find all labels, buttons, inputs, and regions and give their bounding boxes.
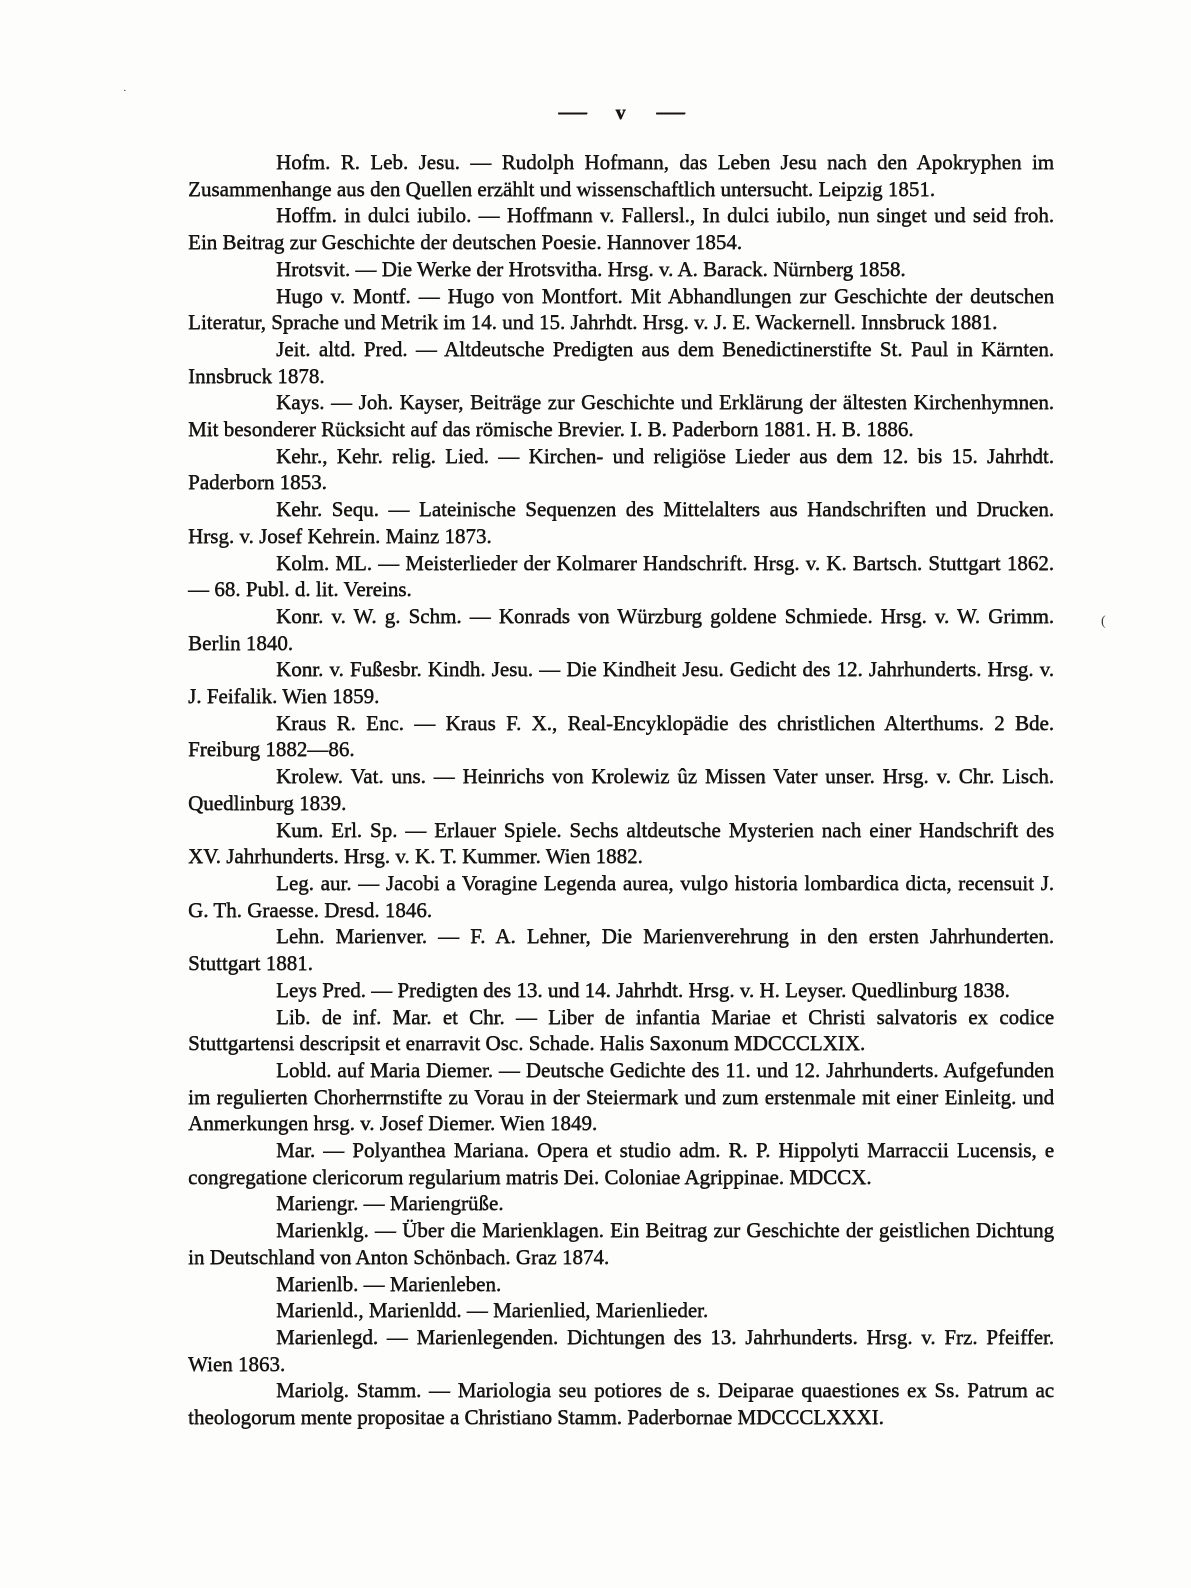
entry-abbreviation: Krolew. Vat. uns. bbox=[276, 764, 426, 789]
entry-description: Erlauer Spiele. Sechs altdeutsche Mysterien nach einer Handschrift des XV. Jahrhunderts. Hrsg. v. K. T. Kummer. Wien 1882. bbox=[188, 817, 1054, 869]
entry-abbreviation: Lobld. auf Maria Diemer. bbox=[276, 1057, 493, 1082]
page-number: v bbox=[615, 102, 627, 124]
entry-abbreviation: Hofm. R. Leb. Jesu. bbox=[276, 150, 460, 174]
entry-description: Konrads von Würzburg goldene Schmiede. Hrsg. v. W. Grimm. Berlin 1840. bbox=[188, 603, 1055, 655]
entry-separator: — bbox=[365, 977, 398, 1002]
entry-description: Hoffmann v. Fallersl., In dulci iubilo, nun singet und seid froh. Ein Beitrag zur Geschichte der deutschen Poesie. Hannover 1854. bbox=[188, 203, 1055, 255]
entry-abbreviation: Jeit. altd. Pred. bbox=[276, 336, 408, 361]
entry-separator: — bbox=[368, 1218, 403, 1243]
entry-description: Marienleben. bbox=[389, 1271, 502, 1296]
entry-description: Polyanthea Mariana. Opera et studio adm. R. P. Hippolyti Marraccii Lucensis, e congregatione clericorum regularium matris Dei. Coloniae Agrippinae. MDCCX. bbox=[188, 1138, 1054, 1189]
bibliography-entry bbox=[188, 870, 1054, 923]
entry-abbreviation: Hugo v. Montf. bbox=[276, 283, 411, 308]
entry-separator: — bbox=[425, 764, 463, 789]
entry-abbreviation: Marienklg. bbox=[276, 1218, 369, 1243]
entry-separator: — bbox=[410, 283, 448, 308]
entry-description: Joh. Kayser, Beiträge zur Geschichte und Erklärung der ältesten Kirchenhymnen. Mit besonderer Rücksicht auf das römische Brevier. I. B. Paderborn 1881. H. B. 1886. bbox=[188, 390, 1054, 442]
entry-separator: — bbox=[407, 336, 444, 361]
bibliography-entry bbox=[188, 1057, 1054, 1137]
entry-abbreviation: Kraus R. Enc. bbox=[276, 710, 404, 735]
entry-separator: — bbox=[421, 1378, 458, 1403]
entry-description: Rudolph Hofmann, das Leben Jesu nach den Apokryphen im Zusammenhange aus den Quellen erzählt und wissenschaftlich untersucht. Leipzig 1851. bbox=[188, 150, 1054, 201]
bibliography-entry bbox=[188, 496, 1054, 549]
entry-abbreviation: Hrotsvit. bbox=[276, 256, 351, 281]
entry-abbreviation: Leys Pred. bbox=[276, 977, 366, 1002]
entry-description: Kraus F. X., Real-Encyklopädie des christlichen Alterthums. 2 Bde. Freiburg 1882—86. bbox=[188, 710, 1054, 762]
entry-description: Die Kindheit Jesu. Gedicht des 12. Jahrhunderts. Hrsg. v. J. Feifalik. Wien 1859. bbox=[188, 657, 1055, 709]
bibliography-list bbox=[188, 149, 1054, 1431]
entry-separator: — bbox=[488, 443, 529, 468]
entry-abbreviation: Marienlb. bbox=[276, 1271, 359, 1296]
page-header bbox=[188, 100, 1054, 125]
entry-description: Liber de infantia Mariae et Christi salvatoris ex codice Stuttgartensi descripsit et enarravit Osc. Schade. Halis Saxonum MDCCCLXIX. bbox=[188, 1004, 1054, 1056]
entry-separator: — bbox=[459, 150, 502, 174]
entry-separator: — bbox=[371, 550, 406, 575]
entry-separator: — bbox=[358, 1271, 390, 1296]
entry-description: Die Werke der Hrotsvitha. Hrsg. v. A. Barack. Nürnberg 1858. bbox=[381, 256, 906, 281]
entry-description: F. A. Lehner, Die Marienverehrung in den ersten Jahrhunderten. Stuttgart 1881. bbox=[188, 924, 1054, 976]
entry-abbreviation: Kolm. ML. bbox=[276, 550, 372, 575]
entry-description: Predigten des 13. und 14. Jahrhdt. Hrsg. v. H. Leyser. Quedlinburg 1838. bbox=[397, 977, 1010, 1002]
entry-separator: — bbox=[492, 1057, 526, 1082]
entry-abbreviation: Lehn. Marienver. bbox=[276, 924, 427, 949]
entry-separator: — bbox=[532, 657, 567, 682]
entry-abbreviation: Kehr. Sequ. bbox=[276, 497, 379, 522]
bibliography-entry bbox=[188, 1004, 1054, 1057]
entry-abbreviation: Kehr., Kehr. relig. Lied. bbox=[276, 443, 489, 468]
entry-separator: — bbox=[397, 817, 435, 842]
entry-separator: — bbox=[378, 1324, 417, 1349]
entry-description: Kirchen- und religiöse Lieder aus dem 12. bis 15. Jahrhdt. Paderborn 1853. bbox=[188, 443, 1054, 495]
bibliography-entry bbox=[188, 923, 1054, 976]
entry-abbreviation: Konr. v. Fußesbr. Kindh. Jesu. bbox=[276, 657, 533, 682]
entry-abbreviation: Kays. bbox=[276, 390, 325, 415]
bibliography-entry bbox=[188, 1297, 1054, 1324]
entry-separator: — bbox=[351, 870, 386, 895]
bibliography-entry bbox=[188, 1137, 1054, 1190]
entry-description: Marienlegenden. Dichtungen des 13. Jahrhunderts. Hrsg. v. Frz. Pfeiffer. Wien 1863. bbox=[188, 1324, 1055, 1376]
entry-abbreviation: Marienld., Marienldd. bbox=[276, 1298, 462, 1323]
entry-description: Über die Marienklagen. Ein Beitrag zur Geschichte der geistlichen Dichtung in Deutschland von Anton Schönbach. Graz 1874. bbox=[188, 1218, 1055, 1269]
entry-separator: — bbox=[471, 203, 507, 228]
bibliography-entry bbox=[188, 763, 1054, 816]
bibliography-entry bbox=[188, 149, 1054, 202]
scan-speck: ( bbox=[1101, 614, 1106, 629]
entry-abbreviation: Konr. v. W. g. Schm. bbox=[276, 603, 462, 628]
bibliography-entry bbox=[188, 603, 1054, 656]
bibliography-entry bbox=[188, 389, 1054, 442]
bibliography-entry bbox=[188, 550, 1054, 603]
bibliography-entry bbox=[188, 336, 1054, 389]
bibliography-entry bbox=[188, 656, 1054, 709]
entry-abbreviation: Kum. Erl. Sp. bbox=[276, 817, 398, 842]
bibliography-entry bbox=[188, 202, 1054, 255]
entry-separator: — bbox=[504, 1004, 549, 1029]
entry-description: Deutsche Gedichte des 11. und 12. Jahrhunderts. Aufgefunden im regulierten Chorherrnstifte zu Vorau in der Steiermark und zum erstenmale mit einer Einleitg. und Anmerkungen hrsg. v. Josef Diemer. Wien 1849. bbox=[188, 1057, 1054, 1136]
entry-description: Hugo von Montfort. Mit Abhandlungen zur Geschichte der deutschen Literatur, Sprache und Metrik im 14. und 15. Jahrhdt. Hrsg. v. J. E. Wackernell. Innsbruck 1881. bbox=[188, 283, 1054, 335]
entry-separator: — bbox=[461, 1298, 493, 1323]
entry-separator: — bbox=[315, 1138, 353, 1163]
entry-description: Lateinische Sequenzen des Mittelalters aus Handschriften und Drucken. Hrsg. v. Josef Kehrein. Mainz 1873. bbox=[188, 497, 1054, 548]
entry-abbreviation: Lib. de inf. Mar. et Chr. bbox=[276, 1004, 505, 1029]
bibliography-entry bbox=[188, 817, 1054, 870]
entry-abbreviation: Mariolg. Stamm. bbox=[276, 1378, 422, 1403]
entry-abbreviation: Marienlegd. bbox=[276, 1324, 379, 1349]
bibliography-entry bbox=[188, 1217, 1054, 1270]
scan-speck: · bbox=[123, 85, 127, 97]
entry-description: Jacobi a Voragine Legenda aurea, vulgo historia lombardica dicta, recensuit J. G. Th. Graesse. Dresd. 1846. bbox=[188, 870, 1054, 922]
entry-separator: — bbox=[324, 390, 359, 415]
header-left-dash: — bbox=[557, 99, 587, 123]
bibliography-entry bbox=[188, 443, 1054, 496]
entry-separator: — bbox=[358, 1191, 390, 1216]
entry-description: Heinrichs von Krolewiz ûz Missen Vater unser. Hrsg. v. Chr. Lisch. Quedlinburg 1839. bbox=[188, 764, 1054, 815]
entry-separator: — bbox=[350, 256, 382, 281]
bibliography-entry bbox=[188, 1271, 1054, 1298]
bibliography-entry bbox=[188, 1377, 1054, 1430]
bibliography-entry bbox=[188, 710, 1054, 763]
bibliography-entry bbox=[188, 1190, 1054, 1217]
entry-separator: — bbox=[403, 710, 446, 735]
bibliography-entry bbox=[188, 977, 1054, 1004]
entry-separator: — bbox=[427, 924, 471, 949]
entry-separator: — bbox=[461, 603, 499, 628]
header-right-dash: — bbox=[655, 99, 685, 123]
entry-abbreviation: Mar. bbox=[276, 1138, 316, 1163]
bibliography-entry bbox=[188, 283, 1054, 336]
entry-description: Altdeutsche Predigten aus dem Benedictinerstifte St. Paul in Kärnten. Innsbruck 1878. bbox=[188, 336, 1054, 388]
bibliography-entry bbox=[188, 256, 1054, 283]
entry-abbreviation: Hoffm. in dulci iubilo. bbox=[276, 203, 472, 228]
entry-abbreviation: Mariengr. bbox=[276, 1191, 359, 1216]
entry-description: Marienlied, Marienlieder. bbox=[492, 1298, 709, 1323]
entry-description: Mariengrüße. bbox=[389, 1191, 504, 1216]
entry-separator: — bbox=[378, 497, 419, 522]
entry-description: Mariologia seu potiores de s. Deiparae quaestiones ex Ss. Patrum ac theologorum mente propositae a Christiano Stamm. Paderbornae MDCCCLXXXI. bbox=[188, 1378, 1055, 1430]
entry-abbreviation: Leg. aur. bbox=[276, 870, 352, 895]
entry-description: Meisterlieder der Kolmarer Handschrift. Hrsg. v. K. Bartsch. Stuttgart 1862. — 68. Publ. d. lit. Vereins. bbox=[188, 550, 1054, 602]
bibliography-entry bbox=[188, 1324, 1054, 1377]
